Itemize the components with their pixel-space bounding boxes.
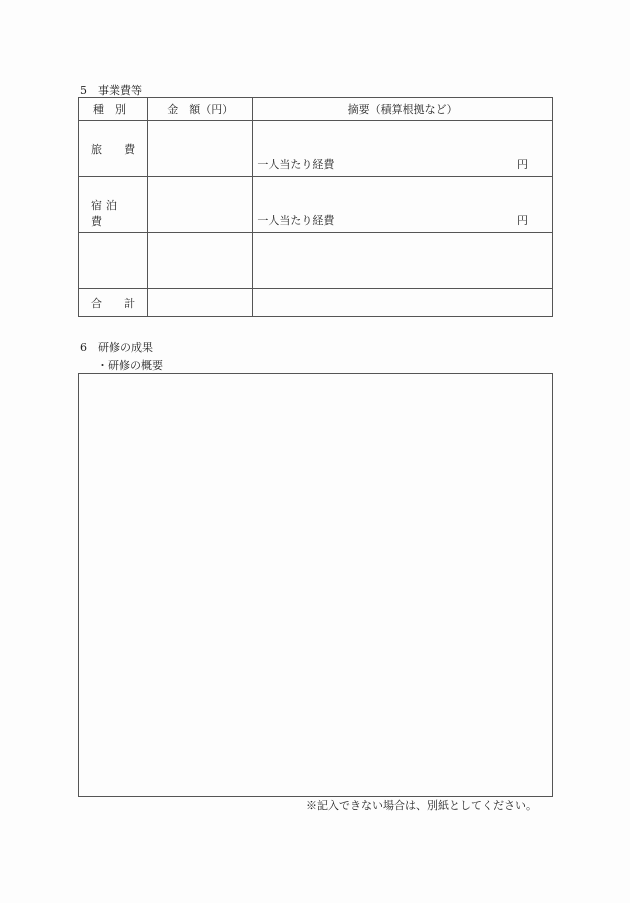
training-overview-field[interactable]: [78, 373, 553, 797]
expense-table: [78, 97, 553, 317]
lodging-description-field[interactable]: [253, 177, 553, 233]
table-row-blank: [79, 233, 553, 289]
header-kind: [79, 98, 148, 121]
blank-amount-field[interactable]: [148, 233, 253, 289]
lodging-kind-label: 宿泊費: [91, 199, 121, 228]
header-description: 摘要（積算根拠など）: [253, 98, 553, 121]
table-header-row: [79, 98, 553, 121]
section6-title: 6 研修の成果: [80, 341, 153, 354]
table-row-total: [79, 289, 553, 317]
travel-per-person-label: 一人当たり経費: [257, 158, 335, 171]
total-kind-part1: 合: [91, 296, 102, 310]
table-row-lodging: [79, 177, 553, 233]
separate-sheet-note: ※記入できない場合は、別紙としてください。: [306, 799, 537, 812]
travel-kind-part2: 費: [124, 143, 136, 156]
blank-kind-field[interactable]: [79, 233, 148, 289]
blank-description-field[interactable]: [253, 233, 553, 289]
header-kind-label: 種 別: [93, 103, 126, 116]
lodging-amount-field[interactable]: [148, 177, 253, 233]
lodging-per-person-label: 一人当たり経費: [257, 214, 335, 227]
section6-subtitle: ・研修の概要: [97, 359, 163, 372]
travel-yen-unit: 円: [517, 158, 528, 171]
lodging-kind-cell: [79, 177, 148, 233]
section5-title: 5 事業費等: [80, 84, 142, 97]
travel-description-field[interactable]: [253, 121, 553, 177]
total-description-field[interactable]: [253, 289, 553, 317]
lodging-yen-unit: 円: [517, 214, 528, 227]
header-amount: 金 額（円）: [148, 98, 253, 121]
total-amount-field[interactable]: [148, 289, 253, 317]
total-kind-part2: 計: [124, 296, 136, 310]
travel-kind-cell: [79, 121, 148, 177]
total-kind-cell: [79, 289, 148, 317]
travel-amount-field[interactable]: [148, 121, 253, 177]
table-row-travel: [79, 121, 553, 177]
travel-kind-part1: 旅: [91, 143, 102, 156]
